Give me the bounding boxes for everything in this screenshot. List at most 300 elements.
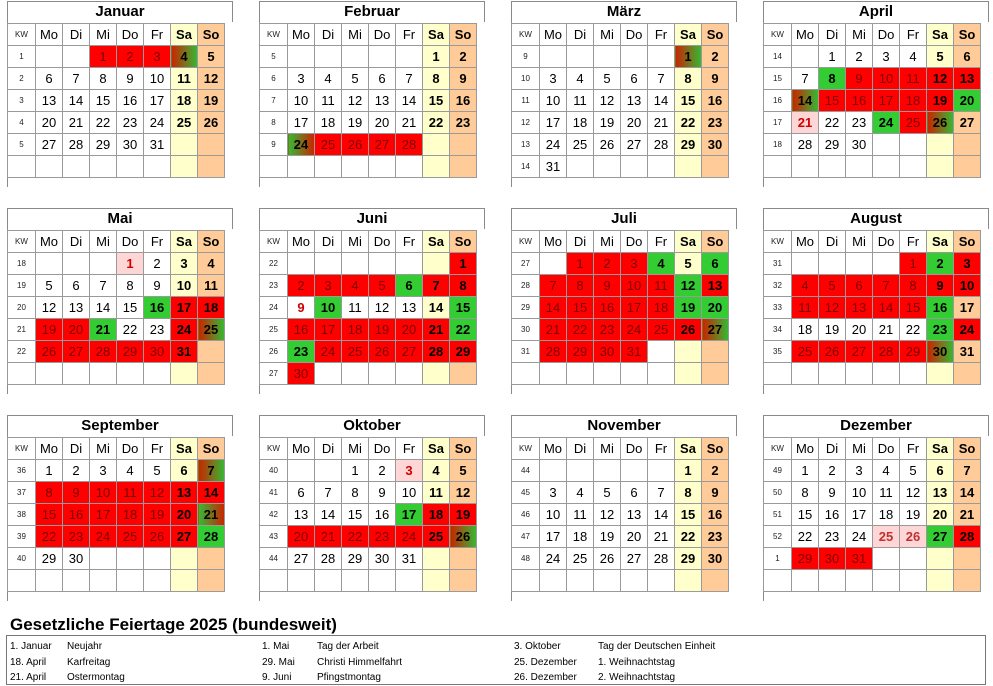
day-cell: 14	[648, 504, 675, 526]
month-januar	[7, 1, 233, 187]
day-cell: 17	[954, 297, 981, 319]
day-cell	[423, 363, 450, 385]
month-juli	[511, 208, 737, 394]
weekday-header: Fr	[396, 438, 423, 460]
day-cell	[90, 570, 117, 592]
day-cell: 9	[819, 482, 846, 504]
day-cell	[117, 156, 144, 178]
holiday-date: 1. Januar	[10, 641, 52, 652]
day-cell: 6	[954, 46, 981, 68]
holiday-date: 26. Dezember	[514, 672, 577, 683]
day-cell: 13	[621, 90, 648, 112]
day-cell: 8	[675, 482, 702, 504]
weekday-header: Di	[819, 438, 846, 460]
day-cell: 21	[873, 319, 900, 341]
day-cell	[648, 363, 675, 385]
day-cell: 27	[396, 341, 423, 363]
day-cell: 10	[540, 504, 567, 526]
day-cell: 15	[423, 90, 450, 112]
day-cell: 20	[702, 297, 729, 319]
day-cell	[315, 570, 342, 592]
weekday-header: Fr	[648, 438, 675, 460]
month-grid	[511, 230, 729, 385]
day-cell: 3	[540, 482, 567, 504]
week-number: 20	[8, 297, 36, 319]
day-cell: 14	[792, 90, 819, 112]
month-august	[763, 208, 989, 394]
week-row	[260, 482, 477, 504]
weekday-header: Do	[369, 231, 396, 253]
holiday-name: Tag der Deutschen Einheit	[598, 641, 716, 652]
day-cell: 10	[873, 68, 900, 90]
week-row	[8, 319, 225, 341]
day-cell: 27	[369, 134, 396, 156]
day-cell: 21	[648, 112, 675, 134]
week-row	[8, 156, 225, 178]
week-number: 51	[764, 504, 792, 526]
weekday-header: Sa	[171, 231, 198, 253]
day-cell	[792, 253, 819, 275]
week-row	[764, 548, 981, 570]
day-cell: 18	[648, 297, 675, 319]
month-mai	[7, 208, 233, 394]
month-september	[7, 415, 233, 601]
day-cell: 29	[675, 134, 702, 156]
weekday-header: Sa	[423, 24, 450, 46]
weekday-header: Mo	[540, 231, 567, 253]
week-number	[8, 570, 36, 592]
day-cell	[144, 363, 171, 385]
week-number: 4	[8, 112, 36, 134]
day-cell: 22	[450, 319, 477, 341]
day-cell: 22	[36, 526, 63, 548]
day-cell: 17	[288, 112, 315, 134]
weekday-header: Mi	[90, 24, 117, 46]
day-cell	[873, 363, 900, 385]
weekday-header: Mi	[342, 438, 369, 460]
week-number: 22	[8, 341, 36, 363]
day-cell	[900, 548, 927, 570]
week-row	[512, 482, 729, 504]
day-cell: 12	[198, 68, 225, 90]
day-cell: 12	[900, 482, 927, 504]
day-cell	[900, 134, 927, 156]
day-cell	[621, 46, 648, 68]
day-cell	[369, 363, 396, 385]
weekday-header: So	[954, 24, 981, 46]
weekday-header: Mi	[90, 438, 117, 460]
day-cell: 19	[927, 90, 954, 112]
day-cell	[171, 156, 198, 178]
day-cell: 23	[144, 319, 171, 341]
day-cell: 15	[792, 504, 819, 526]
day-cell	[540, 570, 567, 592]
week-number: 34	[764, 319, 792, 341]
weekday-header: Mo	[792, 24, 819, 46]
day-cell: 24	[144, 112, 171, 134]
day-cell	[117, 570, 144, 592]
day-cell: 18	[567, 112, 594, 134]
week-row	[8, 363, 225, 385]
day-cell	[873, 156, 900, 178]
day-cell	[423, 570, 450, 592]
day-cell	[369, 156, 396, 178]
month-title: Januar	[8, 2, 233, 22]
day-cell: 1	[36, 460, 63, 482]
day-cell	[315, 460, 342, 482]
day-cell: 3	[846, 460, 873, 482]
day-cell: 21	[90, 319, 117, 341]
day-cell: 15	[675, 504, 702, 526]
day-cell: 24	[288, 134, 315, 156]
month-grid	[259, 230, 477, 385]
week-row	[512, 68, 729, 90]
day-cell: 18	[198, 297, 225, 319]
day-cell: 27	[63, 341, 90, 363]
week-number: 30	[512, 319, 540, 341]
day-cell	[819, 253, 846, 275]
week-number	[8, 156, 36, 178]
holiday-date: 18. April	[10, 656, 47, 668]
weekday-header: Fr	[144, 438, 171, 460]
week-row	[764, 341, 981, 363]
week-row	[8, 68, 225, 90]
week-row	[764, 319, 981, 341]
day-cell: 19	[819, 319, 846, 341]
week-row	[512, 570, 729, 592]
day-cell: 25	[342, 341, 369, 363]
day-cell	[621, 460, 648, 482]
day-cell: 28	[648, 548, 675, 570]
day-cell	[63, 570, 90, 592]
day-cell: 28	[63, 134, 90, 156]
day-cell: 25	[900, 112, 927, 134]
day-cell: 1	[90, 46, 117, 68]
weekday-header: Fr	[396, 24, 423, 46]
weekday-header: Do	[117, 438, 144, 460]
weekday-header: Di	[567, 24, 594, 46]
day-cell: 26	[675, 319, 702, 341]
weekday-header: Sa	[927, 24, 954, 46]
day-cell: 25	[117, 526, 144, 548]
day-cell: 7	[873, 275, 900, 297]
day-cell: 9	[288, 297, 315, 319]
day-cell: 17	[144, 90, 171, 112]
day-cell: 15	[900, 297, 927, 319]
day-cell	[342, 46, 369, 68]
day-cell	[396, 570, 423, 592]
weekday-header: Mi	[846, 231, 873, 253]
day-cell	[819, 570, 846, 592]
week-row	[8, 112, 225, 134]
day-cell: 21	[954, 504, 981, 526]
week-number: 52	[764, 526, 792, 548]
day-cell	[342, 253, 369, 275]
day-cell	[36, 363, 63, 385]
weekday-header: Di	[315, 24, 342, 46]
day-cell	[954, 363, 981, 385]
day-cell: 11	[567, 90, 594, 112]
weekday-header: So	[450, 231, 477, 253]
day-cell: 28	[954, 526, 981, 548]
weekday-header: Fr	[144, 24, 171, 46]
day-cell: 16	[702, 504, 729, 526]
week-row	[764, 297, 981, 319]
week-number: 22	[260, 253, 288, 275]
day-cell: 25	[648, 319, 675, 341]
week-row	[512, 319, 729, 341]
day-cell	[369, 46, 396, 68]
day-cell: 8	[900, 275, 927, 297]
day-cell: 9	[63, 482, 90, 504]
week-number: 13	[512, 134, 540, 156]
day-cell: 1	[792, 460, 819, 482]
month-märz	[511, 1, 737, 187]
day-cell: 7	[63, 68, 90, 90]
day-cell	[63, 363, 90, 385]
day-cell: 29	[567, 341, 594, 363]
week-number: 17	[764, 112, 792, 134]
day-cell: 21	[315, 526, 342, 548]
week-number: 21	[8, 319, 36, 341]
day-cell	[594, 46, 621, 68]
day-cell: 4	[792, 275, 819, 297]
weekday-header: Di	[63, 231, 90, 253]
day-cell: 28	[648, 134, 675, 156]
day-cell: 17	[396, 504, 423, 526]
week-row	[8, 570, 225, 592]
holidays-list	[6, 635, 986, 685]
day-cell: 19	[144, 504, 171, 526]
day-cell: 10	[315, 297, 342, 319]
day-cell: 10	[396, 482, 423, 504]
day-cell: 29	[792, 548, 819, 570]
day-cell: 15	[90, 90, 117, 112]
week-row	[8, 504, 225, 526]
day-cell	[900, 363, 927, 385]
day-cell: 17	[540, 526, 567, 548]
kw-header: KW	[512, 231, 540, 253]
weekday-header-row	[260, 24, 477, 46]
day-cell: 10	[144, 68, 171, 90]
week-number: 19	[8, 275, 36, 297]
day-cell: 5	[36, 275, 63, 297]
day-cell: 23	[702, 112, 729, 134]
week-row	[8, 297, 225, 319]
day-cell: 8	[36, 482, 63, 504]
day-cell: 6	[927, 460, 954, 482]
day-cell: 11	[315, 90, 342, 112]
day-cell	[423, 134, 450, 156]
day-cell	[792, 156, 819, 178]
day-cell: 4	[567, 482, 594, 504]
week-row	[764, 68, 981, 90]
day-cell	[927, 363, 954, 385]
weekday-header: Do	[621, 438, 648, 460]
day-cell: 31	[846, 548, 873, 570]
day-cell	[594, 570, 621, 592]
day-cell: 25	[423, 526, 450, 548]
day-cell: 28	[396, 134, 423, 156]
day-cell: 4	[198, 253, 225, 275]
day-cell	[450, 570, 477, 592]
week-number: 6	[260, 68, 288, 90]
day-cell: 23	[594, 319, 621, 341]
day-cell: 18	[900, 90, 927, 112]
week-row	[8, 482, 225, 504]
day-cell: 12	[819, 297, 846, 319]
week-number: 39	[8, 526, 36, 548]
day-cell	[315, 363, 342, 385]
day-cell: 8	[675, 68, 702, 90]
day-cell: 16	[63, 504, 90, 526]
day-cell: 11	[117, 482, 144, 504]
day-cell: 5	[675, 253, 702, 275]
week-row	[764, 460, 981, 482]
day-cell: 13	[846, 297, 873, 319]
week-row	[260, 275, 477, 297]
day-cell: 11	[873, 482, 900, 504]
day-cell: 5	[594, 68, 621, 90]
day-cell: 20	[846, 319, 873, 341]
day-cell: 2	[819, 460, 846, 482]
holiday-name: Neujahr	[67, 641, 103, 652]
holiday-name: 1. Weihnachtstag	[598, 656, 676, 668]
day-cell: 12	[450, 482, 477, 504]
week-number	[764, 363, 792, 385]
week-number	[260, 156, 288, 178]
day-cell: 26	[198, 112, 225, 134]
day-cell	[567, 46, 594, 68]
day-cell: 9	[594, 275, 621, 297]
month-title: August	[764, 209, 989, 229]
week-number: 3	[8, 90, 36, 112]
day-cell: 4	[342, 275, 369, 297]
day-cell	[792, 46, 819, 68]
day-cell: 2	[594, 253, 621, 275]
week-number: 35	[764, 341, 792, 363]
day-cell: 3	[396, 460, 423, 482]
day-cell: 16	[594, 297, 621, 319]
holiday-row	[514, 655, 759, 671]
day-cell	[792, 363, 819, 385]
week-number: 14	[512, 156, 540, 178]
week-number	[512, 570, 540, 592]
day-cell	[648, 460, 675, 482]
month-april	[763, 1, 989, 187]
weekday-header: Sa	[423, 438, 450, 460]
day-cell	[63, 156, 90, 178]
day-cell: 17	[846, 504, 873, 526]
day-cell	[36, 156, 63, 178]
day-cell: 3	[288, 68, 315, 90]
holiday-row	[262, 639, 507, 655]
week-number: 40	[8, 548, 36, 570]
week-number: 41	[260, 482, 288, 504]
day-cell: 19	[594, 112, 621, 134]
week-number: 31	[764, 253, 792, 275]
day-cell: 3	[540, 68, 567, 90]
day-cell: 8	[117, 275, 144, 297]
weekday-header: Mo	[792, 438, 819, 460]
day-cell: 21	[63, 112, 90, 134]
day-cell: 23	[369, 526, 396, 548]
day-cell: 7	[648, 68, 675, 90]
weekday-header: Mi	[594, 231, 621, 253]
day-cell	[90, 253, 117, 275]
day-cell: 15	[342, 504, 369, 526]
day-cell: 5	[900, 460, 927, 482]
day-cell: 30	[369, 548, 396, 570]
kw-header: KW	[764, 24, 792, 46]
month-title: März	[512, 2, 737, 22]
weekday-header: Mo	[540, 438, 567, 460]
weekday-header: So	[954, 231, 981, 253]
day-cell: 19	[36, 319, 63, 341]
day-cell	[423, 548, 450, 570]
day-cell: 10	[540, 90, 567, 112]
day-cell: 23	[927, 319, 954, 341]
month-grid	[511, 437, 729, 592]
day-cell	[648, 156, 675, 178]
week-row	[8, 341, 225, 363]
month-oktober	[259, 415, 485, 601]
day-cell: 11	[648, 275, 675, 297]
day-cell	[171, 363, 198, 385]
week-row	[764, 482, 981, 504]
day-cell: 8	[567, 275, 594, 297]
day-cell	[540, 460, 567, 482]
weekday-header-row	[764, 438, 981, 460]
day-cell: 19	[900, 504, 927, 526]
day-cell: 9	[450, 68, 477, 90]
day-cell: 6	[63, 275, 90, 297]
day-cell	[450, 134, 477, 156]
day-cell	[927, 548, 954, 570]
week-number	[764, 156, 792, 178]
holiday-row	[10, 655, 255, 671]
day-cell: 13	[36, 90, 63, 112]
day-cell: 2	[63, 460, 90, 482]
day-cell	[675, 570, 702, 592]
month-title: Dezember	[764, 416, 989, 436]
day-cell: 1	[342, 460, 369, 482]
day-cell: 31	[540, 156, 567, 178]
day-cell	[846, 253, 873, 275]
day-cell: 12	[594, 90, 621, 112]
weekday-header: Di	[63, 438, 90, 460]
day-cell: 16	[288, 319, 315, 341]
holiday-name: Pfingstmontag	[317, 672, 381, 683]
day-cell: 10	[846, 482, 873, 504]
day-cell: 11	[198, 275, 225, 297]
day-cell	[648, 46, 675, 68]
day-cell: 22	[900, 319, 927, 341]
holiday-row	[262, 670, 507, 686]
day-cell: 2	[117, 46, 144, 68]
weekday-header: Do	[369, 24, 396, 46]
weekday-header-row	[8, 24, 225, 46]
weekday-header: Fr	[396, 231, 423, 253]
day-cell	[675, 341, 702, 363]
day-cell: 2	[144, 253, 171, 275]
day-cell: 26	[819, 341, 846, 363]
week-number: 16	[764, 90, 792, 112]
day-cell: 7	[315, 482, 342, 504]
day-cell: 23	[846, 112, 873, 134]
day-cell: 28	[873, 341, 900, 363]
holiday-row	[514, 639, 759, 655]
